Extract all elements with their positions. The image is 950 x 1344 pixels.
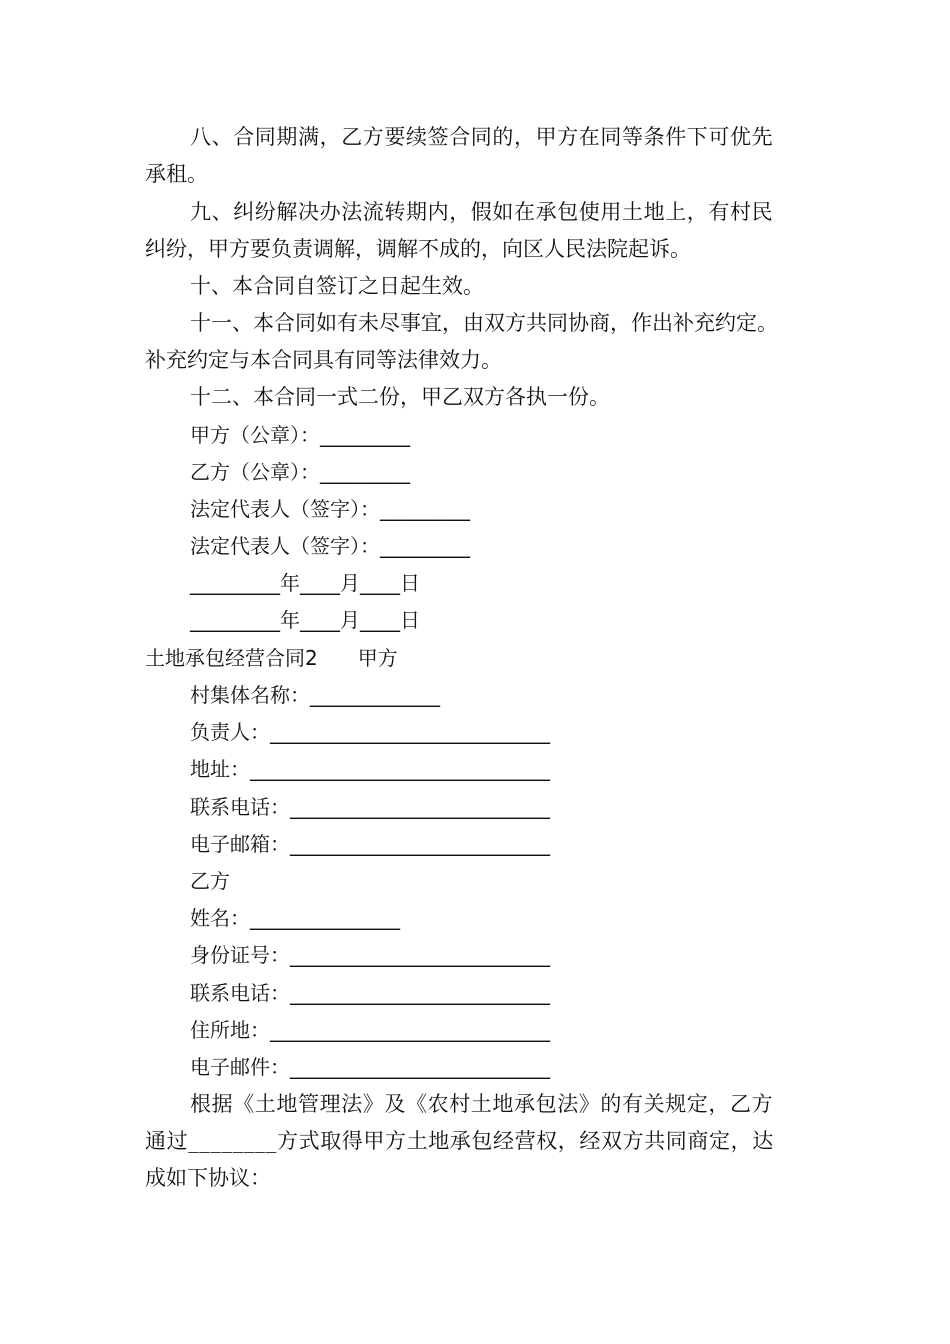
clause-8-line-2: 承租。 — [145, 162, 208, 186]
clause-9-line-1: 九、纠纷解决办法流转期内，假如在承包使用土地上，有村民 — [190, 200, 774, 224]
legal-rep-signature-field-2: 法定代表人（签字）：_________ — [190, 534, 470, 558]
clause-11-line-1: 十一、本合同如有未尽事宜，由双方共同协商，作出补充约定。 — [190, 311, 778, 335]
name-field: 姓名：_______________ — [190, 906, 400, 930]
legal-rep-signature-field-1: 法定代表人（签字）：_________ — [190, 497, 470, 521]
residence-field: 住所地：____________________________ — [190, 1018, 550, 1042]
party-a-seal-field: 甲方（公章）：_________ — [190, 423, 410, 447]
village-collective-name-field: 村集体名称：_____________ — [190, 683, 440, 707]
party-a-email-field: 电子邮箱：__________________________ — [190, 832, 550, 856]
clause-8-line-1: 八、合同期满，乙方要续签合同的，甲方在同等条件下可优先 — [190, 125, 774, 149]
contract-2-heading: 土地承包经营合同2 甲方 — [145, 646, 398, 670]
party-b-seal-field: 乙方（公章）：_________ — [190, 460, 410, 484]
clause-11-line-2: 补充约定与本合同具有同等法律效力。 — [145, 348, 502, 372]
clause-10: 十、本合同自签订之日起生效。 — [190, 274, 484, 298]
party-b-heading: 乙方 — [190, 869, 230, 893]
date-field-1: _________年____月____日 — [190, 571, 420, 595]
address-field: 地址：______________________________ — [190, 757, 550, 781]
party-b-phone-field: 联系电话：__________________________ — [190, 981, 550, 1005]
preamble-line-1: 根据《土地管理法》及《农村土地承包法》的有关规定，乙方 — [190, 1092, 774, 1116]
preamble-line-2: 通过________方式取得甲方土地承包经营权，经双方共同商定，达 — [145, 1129, 774, 1153]
date-field-2: _________年____月____日 — [190, 608, 420, 632]
id-number-field: 身份证号：__________________________ — [190, 943, 550, 967]
clause-12: 十二、本合同一式二份，甲乙双方各执一份。 — [190, 385, 610, 409]
party-a-phone-field: 联系电话：__________________________ — [190, 795, 550, 819]
preamble-line-3: 成如下协议： — [145, 1166, 271, 1190]
party-b-email-field: 电子邮件：__________________________ — [190, 1055, 550, 1079]
responsible-person-field: 负责人：____________________________ — [190, 720, 550, 744]
clause-9-line-2: 纠纷，甲方要负责调解，调解不成的，向区人民法院起诉。 — [145, 237, 691, 261]
